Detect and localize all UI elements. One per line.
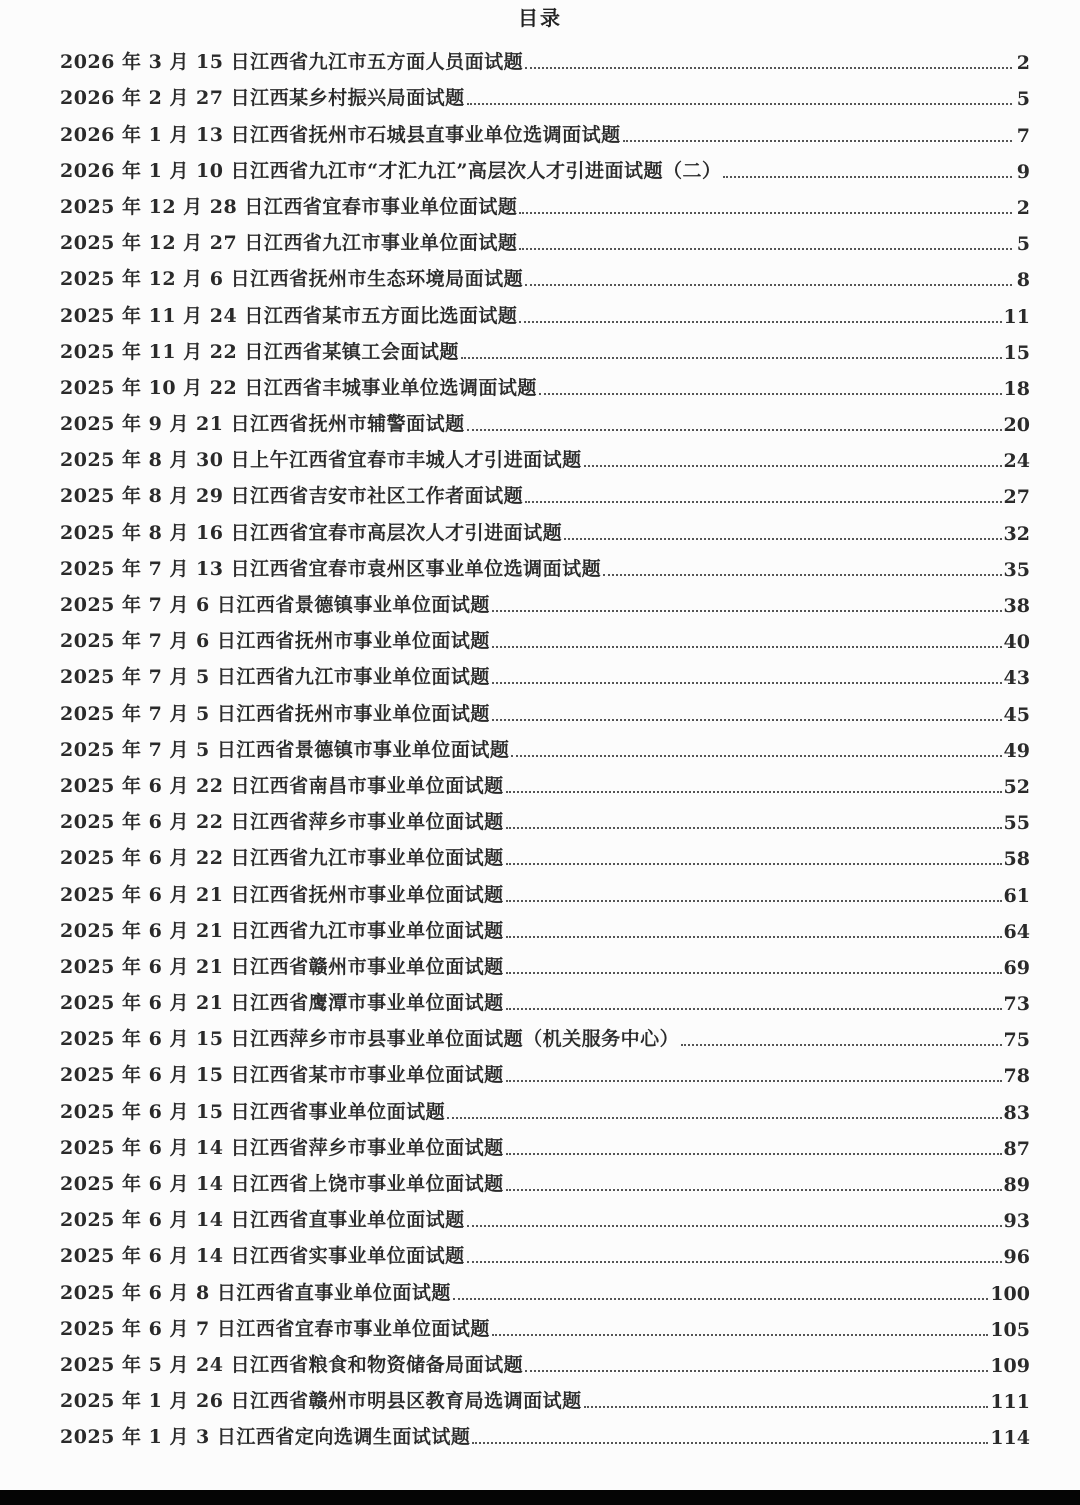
toc-entry-page-number: 11 xyxy=(1003,305,1030,328)
toc-dot-leader xyxy=(519,212,1012,214)
toc-entry-page-number: 15 xyxy=(1003,341,1030,364)
toc-dot-leader xyxy=(506,1008,1002,1010)
toc-entry xyxy=(60,983,1030,1019)
toc-entry xyxy=(60,1417,1030,1453)
toc-dot-leader xyxy=(681,1044,1001,1046)
toc-entry-page-number: 111 xyxy=(990,1391,1030,1414)
toc-dot-leader xyxy=(506,791,1002,793)
bottom-edge-bar xyxy=(0,1490,1080,1505)
toc-entry-title: 2025 年 6 月 22 日江西省九江市事业单位面试题 xyxy=(60,847,504,870)
toc-entry-page-number: 2 xyxy=(1016,196,1030,219)
toc-entry xyxy=(60,549,1030,585)
toc-entry-page-number: 100 xyxy=(990,1282,1030,1305)
toc-dot-leader xyxy=(519,248,1012,250)
toc-dot-leader xyxy=(506,1153,1002,1155)
toc-entry xyxy=(60,151,1030,187)
toc-entry-title: 2025 年 6 月 14 日江西省实事业单位面试题 xyxy=(60,1245,465,1268)
toc-entry-title: 2026 年 1 月 10 日江西省九江市“才汇九江”高层次人才引进面试题（二） xyxy=(60,159,722,182)
toc-dot-leader xyxy=(584,1406,989,1408)
toc-dot-leader xyxy=(564,538,1001,540)
toc-entry-page-number: 75 xyxy=(1003,1029,1030,1052)
toc-entry-title: 2025 年 6 月 15 日江西省某市市事业单位面试题 xyxy=(60,1064,504,1087)
toc-entry-page-number: 32 xyxy=(1003,522,1030,545)
toc-entry xyxy=(60,259,1030,295)
toc-entry xyxy=(60,1164,1030,1200)
toc-dot-leader xyxy=(453,1298,988,1300)
toc-entry xyxy=(60,730,1030,766)
toc-entry xyxy=(60,78,1030,114)
toc-entry-page-number: 43 xyxy=(1003,667,1030,690)
toc-entry-title: 2025 年 6 月 14 日江西省上饶市事业单位面试题 xyxy=(60,1173,504,1195)
toc-entry-title: 2025 年 6 月 7 日江西省宜春市事业单位面试题 xyxy=(60,1317,490,1340)
toc-entry-page-number: 2 xyxy=(1016,52,1030,75)
toc-entry-title: 2025 年 12 月 28 日江西省宜春市事业单位面试题 xyxy=(60,195,518,218)
toc-entry-title: 2025 年 8 月 16 日江西省宜春市高层次人才引进面试题 xyxy=(60,521,563,544)
toc-entry xyxy=(60,874,1030,910)
toc-entry-page-number: 83 xyxy=(1003,1101,1030,1124)
toc-entry-page-number: 45 xyxy=(1003,703,1030,726)
toc-entry-title: 2025 年 6 月 22 日江西省南昌市事业单位面试题 xyxy=(60,774,504,797)
toc-entry-page-number: 89 xyxy=(1003,1174,1030,1196)
toc-entry-page-number: 87 xyxy=(1003,1137,1030,1160)
toc-entry-title: 2025 年 6 月 21 日江西省抚州市事业单位面试题 xyxy=(60,883,504,906)
toc-dot-leader xyxy=(603,574,1001,576)
toc-entry-title: 2025 年 6 月 21 日江西省鹰潭市事业单位面试题 xyxy=(60,992,504,1015)
toc-entry-title: 2025 年 10 月 22 日江西省丰城事业单位选调面试题 xyxy=(60,376,537,399)
toc-entry xyxy=(60,1236,1030,1272)
toc-dot-leader xyxy=(525,284,1012,286)
toc-entry-title: 2025 年 7 月 5 日江西省九江市事业单位面试题 xyxy=(60,666,490,689)
toc-dot-leader xyxy=(467,1261,1002,1263)
toc-entry-page-number: 24 xyxy=(1003,450,1030,473)
toc-entry xyxy=(60,802,1030,838)
toc-entry-title: 2025 年 7 月 5 日江西省景德镇市事业单位面试题 xyxy=(60,738,510,761)
toc-dot-leader xyxy=(492,610,1002,612)
toc-dot-leader xyxy=(584,465,1002,467)
toc-entry xyxy=(60,332,1030,368)
toc-entry-page-number: 20 xyxy=(1003,414,1030,437)
toc-entry xyxy=(60,1091,1030,1127)
toc-entry-title: 2025 年 6 月 21 日江西省九江市事业单位面试题 xyxy=(60,919,504,942)
toc-dot-leader xyxy=(467,429,1002,431)
toc-entry xyxy=(60,368,1030,404)
toc-dot-leader xyxy=(519,321,1001,323)
toc-title: 目录 xyxy=(518,6,562,30)
toc-dot-leader xyxy=(467,103,1012,105)
toc-entry xyxy=(60,838,1030,874)
toc-entry xyxy=(60,657,1030,693)
toc-entry-title: 2025 年 11 月 24 日江西省某市五方面比选面试题 xyxy=(60,304,518,327)
toc-entry-title: 2026 年 1 月 13 日江西省抚州市石城县直事业单位选调面试题 xyxy=(60,123,621,146)
toc-entry xyxy=(60,187,1030,223)
toc-entry xyxy=(60,911,1030,947)
toc-dot-leader xyxy=(472,1442,988,1444)
toc-entry-page-number: 64 xyxy=(1003,920,1030,943)
toc-entry-title: 2025 年 8 月 29 日江西省吉安市社区工作者面试题 xyxy=(60,485,524,508)
toc-entry xyxy=(60,585,1030,621)
toc-entry xyxy=(60,223,1030,259)
toc-dot-leader xyxy=(492,1334,988,1336)
toc-entry-page-number: 5 xyxy=(1016,88,1030,111)
toc-entry-title: 2025 年 6 月 14 日江西省直事业单位面试题 xyxy=(60,1209,465,1232)
toc-entry xyxy=(60,404,1030,440)
toc-entry-page-number: 78 xyxy=(1003,1065,1030,1088)
toc-entry xyxy=(60,947,1030,983)
toc-dot-leader xyxy=(492,646,1002,648)
toc-dot-leader xyxy=(511,755,1001,757)
toc-entry-page-number: 5 xyxy=(1016,233,1030,256)
toc-entry-title: 2025 年 9 月 21 日江西省抚州市辅警面试题 xyxy=(60,413,465,436)
toc-entry xyxy=(60,476,1030,512)
toc-entry xyxy=(60,114,1030,150)
toc-entry-title: 2025 年 12 月 6 日江西省抚州市生态环境局面试题 xyxy=(60,268,524,291)
toc-entry xyxy=(60,440,1030,476)
toc-entry-title: 2026 年 2 月 27 日江西某乡村振兴局面试题 xyxy=(60,87,465,110)
toc-entry-title: 2025 年 7 月 6 日江西省抚州市事业单位面试题 xyxy=(60,630,490,653)
toc-dot-leader xyxy=(506,1189,1002,1191)
toc-entry xyxy=(60,1381,1030,1417)
toc-entry xyxy=(60,512,1030,548)
toc-entry xyxy=(60,295,1030,331)
toc-entry-page-number: 49 xyxy=(1003,739,1030,762)
toc-dot-leader xyxy=(506,936,1002,938)
toc-entry-page-number: 40 xyxy=(1003,631,1030,654)
toc-entry-title: 2025 年 7 月 5 日江西省抚州市事业单位面试题 xyxy=(60,702,490,725)
toc-dot-leader xyxy=(525,1370,988,1372)
toc-entry-page-number: 18 xyxy=(1003,377,1030,400)
toc-entry-page-number: 52 xyxy=(1003,775,1030,798)
toc-entry-title: 2025 年 7 月 6 日江西省景德镇事业单位面试题 xyxy=(60,594,490,616)
toc-entry-page-number: 8 xyxy=(1016,269,1030,292)
toc-entry xyxy=(60,621,1030,657)
toc-entry xyxy=(60,1200,1030,1236)
toc-entry-page-number: 93 xyxy=(1003,1210,1030,1233)
toc-list xyxy=(60,42,1030,1453)
toc-entry-title: 2025 年 6 月 15 日江西萍乡市市县事业单位面试题（机关服务中心） xyxy=(60,1028,680,1051)
toc-dot-leader xyxy=(506,827,1002,829)
toc-entry xyxy=(60,766,1030,802)
toc-entry-title: 2025 年 1 月 3 日江西省定向选调生面试试题 xyxy=(60,1426,471,1449)
toc-entry-page-number: 61 xyxy=(1003,884,1030,907)
toc-dot-leader xyxy=(492,719,1002,721)
toc-entry-page-number: 7 xyxy=(1016,124,1030,147)
toc-entry xyxy=(60,1055,1030,1091)
toc-entry xyxy=(60,1309,1030,1345)
toc-dot-leader xyxy=(525,501,1001,503)
toc-entry xyxy=(60,693,1030,729)
toc-entry-page-number: 105 xyxy=(990,1318,1030,1341)
toc-dot-leader xyxy=(461,357,1002,359)
toc-dot-leader xyxy=(506,972,1002,974)
toc-entry-page-number: 73 xyxy=(1003,993,1030,1016)
toc-entry xyxy=(60,1272,1030,1308)
toc-entry-title: 2025 年 5 月 24 日江西省粮食和物资储备局面试题 xyxy=(60,1353,524,1376)
toc-entry xyxy=(60,1128,1030,1164)
toc-entry-title: 2025 年 6 月 8 日江西省直事业单位面试题 xyxy=(60,1281,451,1304)
toc-dot-leader xyxy=(623,140,1012,142)
toc-dot-leader xyxy=(447,1117,1001,1119)
toc-entry-title: 2025 年 6 月 21 日江西省赣州市事业单位面试题 xyxy=(60,955,504,978)
toc-dot-leader xyxy=(723,176,1012,178)
toc-entry-title: 2025 年 6 月 22 日江西省萍乡市事业单位面试题 xyxy=(60,811,504,834)
toc-entry-page-number: 38 xyxy=(1003,595,1030,617)
toc-entry-page-number: 69 xyxy=(1003,956,1030,979)
toc-entry-page-number: 55 xyxy=(1003,812,1030,835)
toc-entry xyxy=(60,42,1030,78)
toc-entry-title: 2025 年 1 月 26 日江西省赣州市明县区教育局选调面试题 xyxy=(60,1390,582,1413)
toc-entry-title: 2025 年 6 月 15 日江西省事业单位面试题 xyxy=(60,1100,446,1123)
toc-entry-page-number: 9 xyxy=(1016,160,1030,183)
toc-entry-title: 2025 年 6 月 14 日江西省萍乡市事业单位面试题 xyxy=(60,1136,504,1159)
toc-dot-leader xyxy=(525,67,1012,69)
toc-entry xyxy=(60,1345,1030,1381)
toc-dot-leader xyxy=(506,1080,1002,1082)
toc-entry-title: 2026 年 3 月 15 日江西省九江市五方面人员面试题 xyxy=(60,51,524,74)
toc-dot-leader xyxy=(506,863,1002,865)
toc-entry-page-number: 96 xyxy=(1003,1246,1030,1269)
toc-entry-page-number: 35 xyxy=(1003,558,1030,581)
toc-entry-title: 2025 年 7 月 13 日江西省宜春市袁州区事业单位选调面试题 xyxy=(60,557,602,580)
toc-dot-leader xyxy=(492,682,1002,684)
toc-entry xyxy=(60,1019,1030,1055)
toc-entry-page-number: 27 xyxy=(1003,486,1030,509)
toc-dot-leader xyxy=(467,1225,1002,1227)
toc-entry-page-number: 109 xyxy=(990,1354,1030,1377)
toc-entry-title: 2025 年 12 月 27 日江西省九江市事业单位面试题 xyxy=(60,232,518,255)
toc-dot-leader xyxy=(539,393,1002,395)
toc-dot-leader xyxy=(506,900,1002,902)
toc-entry-title: 2025 年 11 月 22 日江西省某镇工会面试题 xyxy=(60,340,459,363)
toc-entry-page-number: 58 xyxy=(1003,848,1030,871)
toc-entry-title: 2025 年 8 月 30 日上午江西省宜春市丰城人才引进面试题 xyxy=(60,449,582,472)
toc-entry-page-number: 114 xyxy=(990,1427,1030,1450)
